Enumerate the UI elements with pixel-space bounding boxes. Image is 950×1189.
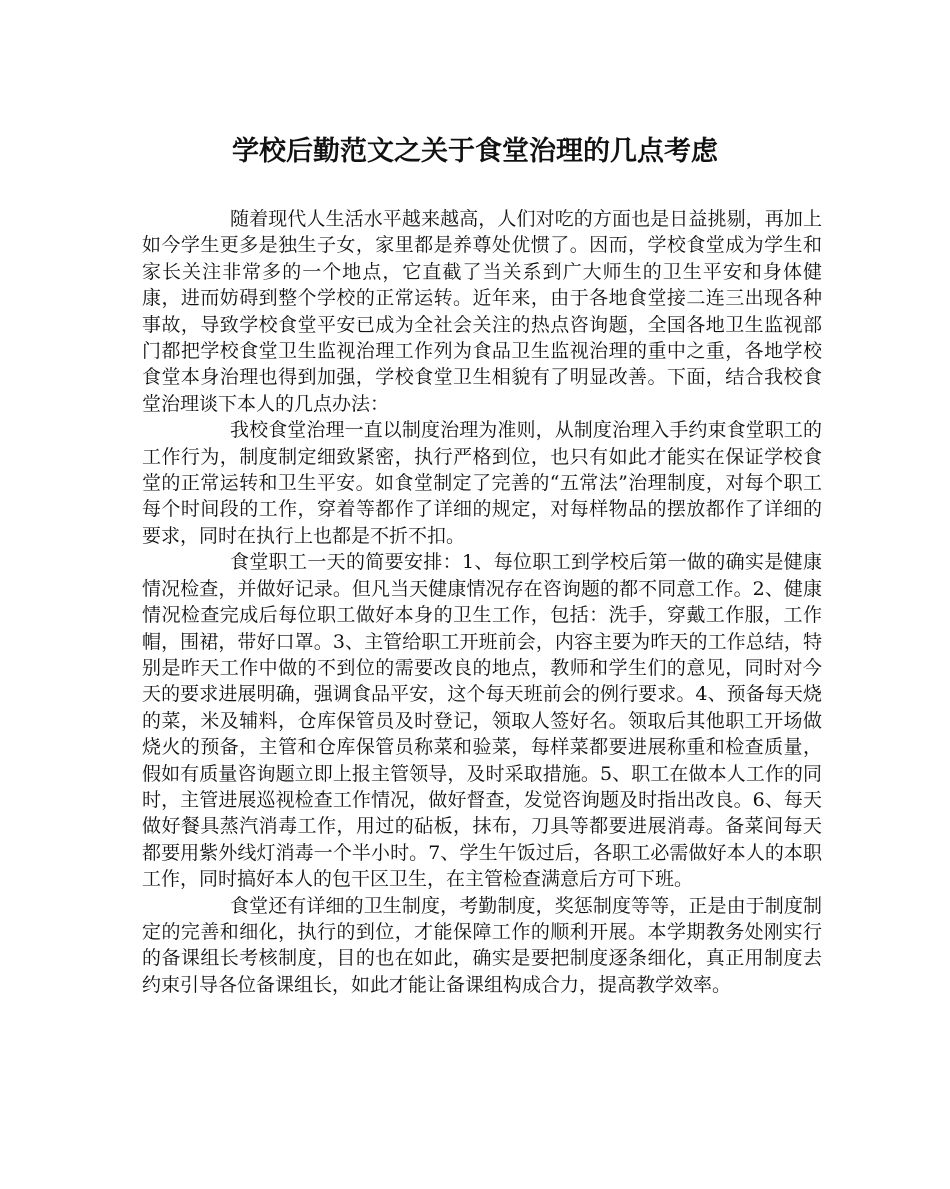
document-title: 学校后勤范文之关于食堂治理的几点考虑 xyxy=(232,136,718,167)
paragraph-3: 食堂职工一天的简要安排：1、每位职工到学校后第一做的确实是健康情况检查，并做好记录。但凡当天健康情况存在咨询题的都不同意工作。2、健康情况检查完成后每位职工做好本身的卫生工作，包括：洗手，穿戴工作服，工作帽，围裙，带好口罩。3、主管给职工开班前会，内容主要为昨天的工作总结，特别是昨天工作中做的不到位的需要改良的地点，教师和学生们的意见，同时对今天的要求进展明确，强调食品平安，这个每天班前会的例行要求。4、预备每天烧的菜，米及辅料，仓库保管员及时登记，领取人签好名。领取后其他职工开场做烧火的预备，主管和仓库保管员称菜和验菜，每样菜都要进展称重和检查质量，假如有质量咨询题立即上报主管领导，及时采取措施。5、职工在做本人工作的同时，主管进展巡视检查工作情况，做好督查，发觉咨询题及时指出改良。6、每天做好餐具蒸汽消毒工作，用过的砧板，抹布，刀具等都要进展消毒。备菜间每天都要用紫外线灯消毒一个半小时。7、学生午饭过后，各职工必需做好本人的本职工作，同时搞好本人的包干区卫生，在主管检查满意后方可下班。 xyxy=(142,551,822,891)
document-body xyxy=(142,206,822,998)
paragraph-2: 我校食堂治理一直以制度治理为准则，从制度治理入手约束食堂职工的工作行为，制度制定细致紧密，执行严格到位，也只有如此才能实在保证学校食堂的正常运转和卫生平安。如食堂制定了完善的“五常法”治理制度，对每个职工每个时间段的工作，穿着等都作了详细的规定，对每样物品的摆放都作了详细的要求，同时在执行上也都是不折不扣。 xyxy=(142,419,822,547)
paragraph-4: 食堂还有详细的卫生制度，考勤制度，奖惩制度等等，正是由于制度制定的完善和细化，执行的到位，才能保障工作的顺利开展。本学期教务处刚实行的备课组长考核制度，目的也在如此，确实是要把制度逐条细化，真正用制度去约束引导各位备课组长，如此才能让备课组构成合力，提高教学效率。 xyxy=(142,894,822,996)
paragraph-1: 随着现代人生活水平越来越高，人们对吃的方面也是日益挑剔，再加上如今学生更多是独生子女，家里都是养尊处优惯了。因而，学校食堂成为学生和家长关注非常多的一个地点，它直截了当关系到广大师生的卫生平安和身体健康，进而妨碍到整个学校的正常运转。近年来，由于各地食堂接二连三出现各种事故，导致学校食堂平安已成为全社会关注的热点咨询题，全国各地卫生监视部门都把学校食堂卫生监视治理工作列为食品卫生监视治理的重中之重，各地学校食堂本身治理也得到加强，学校食堂卫生相貌有了明显改善。下面，结合我校食堂治理谈下本人的几点办法： xyxy=(142,208,822,415)
